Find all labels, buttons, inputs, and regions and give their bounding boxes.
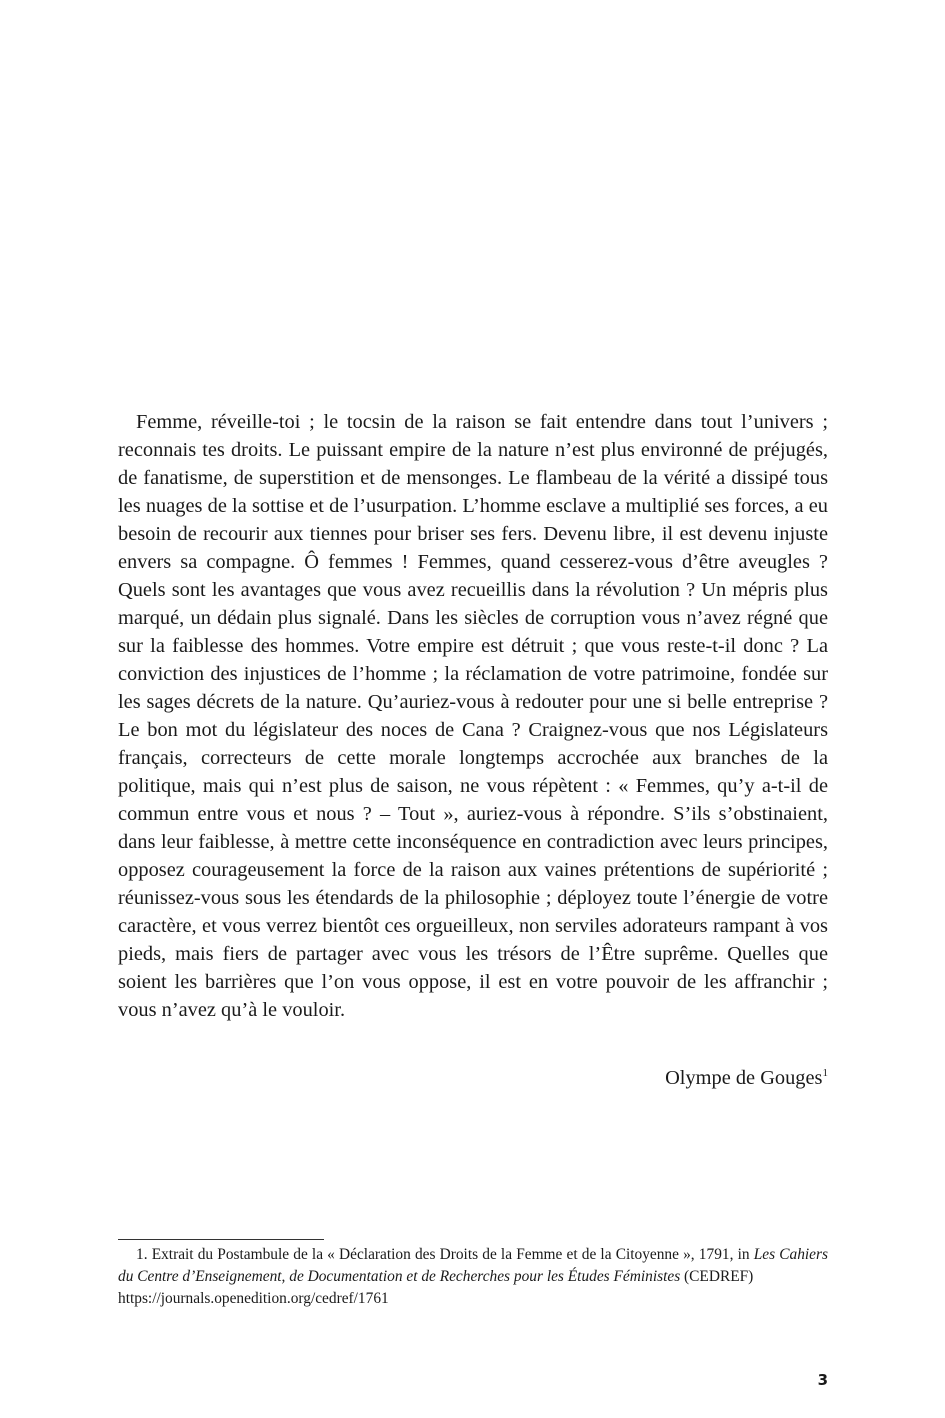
signature	[665, 1064, 828, 1092]
footnote-reference: 1	[822, 1067, 828, 1080]
body-paragraph: Femme, réveille-toi ; le tocsin de la raison se fait entendre dans tout l’univers ; reconnais tes droits. Le puissant empire de la nature n’est plus environné de préjugés, de fanatisme, de superstition et de mensonges. Le flambeau de la vérité a dissipé tous les nuages de la sottise et de l’usurpation. L’homme esclave a multiplié ses forces, a eu besoin de recourir aux tiennes pour briser ses fers. Devenu libre, il est devenu injuste envers sa compagne. Ô femmes ! Femmes, quand cesserez-vous d’être aveugles ? Quels sont les avantages que vous avez recueillis dans la révolution ? Un mépris plus marqué, un dédain plus signalé. Dans les siècles de corruption vous n’avez régné que sur la faiblesse des hommes. Votre empire est détruit ; que vous reste-t-il donc ? La conviction des injustices de l’homme ; la réclamation de votre patrimoine, fondée sur les sages décrets de la nature. Qu’auriez-vous à redouter pour une si belle entreprise ? Le bon mot du législateur des noces de Cana ? Craignez-vous que nos Législateurs français, correcteurs de cette morale longtemps accrochée aux branches de la politique, mais qui n’est plus de saison, ne vous répètent : « Femmes, qu’y a-t-il de commun entre vous et nous ? – Tout », auriez-vous à répondre. S’ils s’obstinaient, dans leur faiblesse, à mettre cette inconséquence en contradiction avec leurs principes, opposez courageusement la force de la raison aux vaines prétentions de supériorité ; réunissez-vous sous les étendards de la philosophie ; déployez toute l’énergie de votre caractère, et vous verrez bientôt ces orgueilleux, non serviles adorateurs rampant à vos pieds, mais fiers de partager avec vous les trésors de l’Être suprême. Quelles que soient les barrières que l’on vous oppose, il est en votre pouvoir de les affranchir ; vous n’avez qu’à le vouloir.	[118, 411, 828, 1021]
footnote	[118, 1244, 828, 1310]
signature-name: Olympe de Gouges	[665, 1067, 823, 1089]
footnote-text-before: Extrait du Postambule de la « Déclaration des Droits de la Femme et de la Citoyenne », 1791, in	[151, 1246, 754, 1263]
page-number: 3	[817, 1371, 828, 1389]
footnote-number: 1.	[136, 1246, 148, 1263]
footnote-text-after: (CEDREF)	[680, 1268, 754, 1285]
footnote-divider	[118, 1239, 324, 1240]
footnote-url: https://journals.openedition.org/cedref/1761	[118, 1290, 389, 1307]
footnote-italic-title: Les Cahiers du Centre d’Enseignement, de Documentation et de Recherches pour les Études Féministes	[118, 1246, 828, 1285]
